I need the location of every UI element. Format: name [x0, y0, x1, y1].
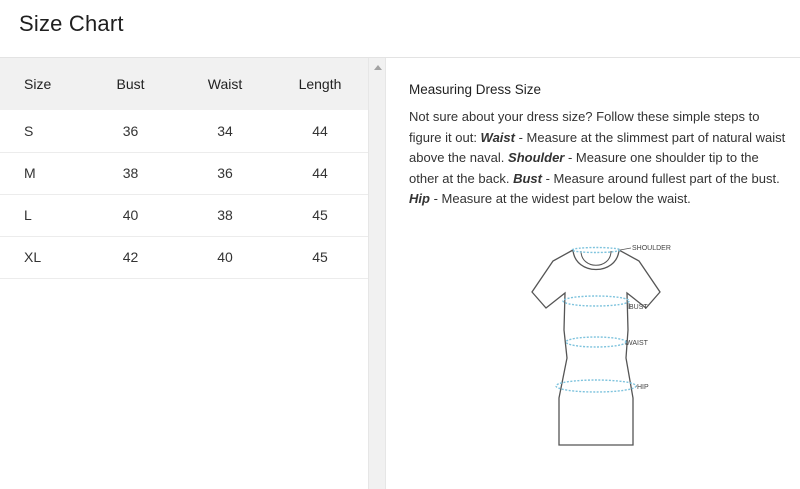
size-table — [0, 58, 368, 279]
length-cell: 45 — [312, 207, 328, 223]
length-cell: 45 — [312, 249, 328, 265]
table-row — [0, 236, 368, 278]
shoulder-term: Shoulder — [508, 150, 565, 165]
measuring-guide-pane — [385, 58, 800, 489]
waist-cell: 36 — [217, 165, 233, 181]
bust-cell: 42 — [122, 249, 139, 265]
length-cell: 44 — [312, 122, 328, 139]
waist-measure-line — [566, 337, 626, 347]
shoulder-label-tick — [620, 248, 631, 250]
table-row — [0, 194, 368, 236]
bust-measure-line — [563, 296, 629, 306]
waist-term: Waist — [480, 129, 515, 145]
table-header-row — [0, 58, 368, 110]
size-cell: S — [24, 122, 34, 139]
waist-cell: 40 — [217, 249, 233, 265]
hip-desc: - Measure at the widest part below the waist. — [429, 191, 691, 206]
bust-cell: 38 — [122, 165, 139, 181]
shoulder-measure-line — [572, 248, 620, 253]
neckline — [581, 251, 611, 265]
length-cell: 44 — [312, 165, 328, 181]
column-header-bust: Bust — [116, 76, 145, 92]
waist-label: WAIST — [626, 340, 648, 347]
shoulder-desc: - Measure one shoulder tip to the other at the back. — [409, 150, 759, 186]
size-table-container — [0, 58, 368, 489]
size-cell: XL — [24, 249, 42, 265]
column-header-size: Size — [24, 76, 52, 92]
dress-diagram-icon — [529, 240, 689, 455]
column-header-length: Length — [298, 76, 342, 92]
column-header-waist: Waist — [207, 76, 243, 92]
waist-cell: 34 — [217, 122, 233, 139]
bust-label: BUST — [629, 304, 648, 311]
scroll-up-arrow-icon[interactable] — [369, 60, 386, 74]
guide-description — [409, 107, 791, 210]
table-row — [0, 110, 368, 152]
hip-measure-line — [556, 380, 636, 392]
bust-desc: - Measure around fullest part of the bust. — [541, 170, 780, 186]
size-cell: L — [24, 207, 32, 223]
header — [0, 0, 800, 58]
hip-term: Hip — [409, 191, 430, 206]
waist-cell: 38 — [217, 207, 233, 223]
vertical-scrollbar[interactable] — [368, 58, 385, 489]
shoulder-label: SHOULDER — [632, 245, 671, 252]
waist-desc: - Measure at the slimmest part of natural waist above the naval. — [409, 129, 786, 165]
page-title: Size Chart — [19, 11, 124, 36]
bust-cell: 36 — [122, 122, 139, 139]
guide-intro: Not sure about your dress size? Follow these simple steps to figure it out: — [409, 109, 760, 145]
table-row — [0, 152, 368, 194]
guide-title: Measuring Dress Size — [409, 82, 542, 97]
bust-term: Bust — [513, 170, 542, 186]
bust-cell: 40 — [122, 207, 139, 223]
hip-label: HIP — [637, 384, 649, 391]
size-cell: M — [24, 165, 36, 181]
size-table-pane — [0, 58, 385, 489]
dress-outline — [532, 250, 660, 445]
